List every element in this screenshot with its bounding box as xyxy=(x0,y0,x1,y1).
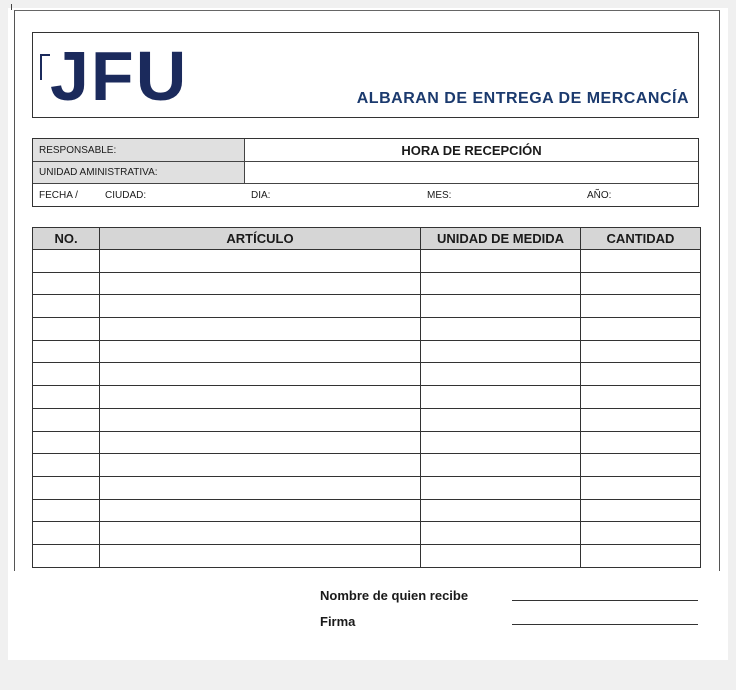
hora-recepcion-label: HORA DE RECEPCIÓN xyxy=(401,142,542,158)
firma-label: Firma xyxy=(320,614,356,629)
articulo-cell[interactable] xyxy=(100,431,421,454)
articulo-cell[interactable] xyxy=(100,499,421,522)
ciudad-label: CIUDAD: xyxy=(105,189,147,201)
row-responsable xyxy=(33,139,698,162)
articulo-cell[interactable] xyxy=(100,318,421,341)
cantidad-cell[interactable] xyxy=(581,318,701,341)
table-header-row xyxy=(33,228,701,250)
info-section xyxy=(32,138,699,207)
table-row xyxy=(33,318,701,341)
no-cell[interactable] xyxy=(33,499,100,522)
mes-label: MES: xyxy=(427,189,452,201)
col-cantidad: CANTIDAD xyxy=(581,228,701,250)
table-row xyxy=(33,499,701,522)
items-body xyxy=(33,250,701,568)
table-row xyxy=(33,272,701,295)
unidad-cell[interactable] xyxy=(421,454,581,477)
articulo-cell[interactable] xyxy=(100,386,421,409)
no-cell[interactable] xyxy=(33,340,100,363)
document-title: ALBARAN DE ENTREGA DE MERCANCÍA xyxy=(356,90,689,107)
logo-mark-icon xyxy=(40,54,50,80)
no-cell[interactable] xyxy=(33,295,100,318)
unidad-label: UNIDAD AMINISTRATIVA: xyxy=(33,162,245,183)
table-row xyxy=(33,386,701,409)
cantidad-cell[interactable] xyxy=(581,476,701,499)
unidad-cell[interactable] xyxy=(421,363,581,386)
col-no: NO. xyxy=(33,228,100,250)
no-cell[interactable] xyxy=(33,386,100,409)
cantidad-cell[interactable] xyxy=(581,295,701,318)
no-cell[interactable] xyxy=(33,476,100,499)
articulo-cell[interactable] xyxy=(100,522,421,545)
unidad-cell[interactable] xyxy=(421,250,581,273)
no-cell[interactable] xyxy=(33,272,100,295)
table-row xyxy=(33,544,701,567)
col-articulo: ARTÍCULO xyxy=(100,228,421,250)
unidad-cell[interactable] xyxy=(421,499,581,522)
no-cell[interactable] xyxy=(33,318,100,341)
cantidad-cell[interactable] xyxy=(581,522,701,545)
articulo-cell[interactable] xyxy=(100,250,421,273)
company-logo: JFU xyxy=(50,37,189,115)
articulo-cell[interactable] xyxy=(100,544,421,567)
articulo-cell[interactable] xyxy=(100,295,421,318)
unidad-cell[interactable] xyxy=(421,522,581,545)
no-cell[interactable] xyxy=(33,522,100,545)
unidad-cell[interactable] xyxy=(421,408,581,431)
unidad-cell[interactable] xyxy=(421,295,581,318)
col-unidad-medida: UNIDAD DE MEDIDA xyxy=(421,228,581,250)
table-row xyxy=(33,431,701,454)
unidad-cell[interactable] xyxy=(421,431,581,454)
cantidad-cell[interactable] xyxy=(581,363,701,386)
cantidad-cell[interactable] xyxy=(581,250,701,273)
cantidad-cell[interactable] xyxy=(581,499,701,522)
cantidad-cell[interactable] xyxy=(581,544,701,567)
cantidad-cell[interactable] xyxy=(581,408,701,431)
corner-mark xyxy=(11,4,16,10)
dia-label: DIA: xyxy=(251,189,271,201)
anio-label: AÑO: xyxy=(587,189,612,201)
table-row xyxy=(33,476,701,499)
articulo-cell[interactable] xyxy=(100,454,421,477)
articulo-cell[interactable] xyxy=(100,340,421,363)
no-cell[interactable] xyxy=(33,431,100,454)
cantidad-cell[interactable] xyxy=(581,340,701,363)
table-row xyxy=(33,363,701,386)
no-cell[interactable] xyxy=(33,544,100,567)
table-row xyxy=(33,408,701,431)
articulo-cell[interactable] xyxy=(100,476,421,499)
firma-signature-line[interactable] xyxy=(512,624,698,625)
recibe-signature-line[interactable] xyxy=(512,600,698,601)
row-fecha xyxy=(33,184,698,206)
table-row xyxy=(33,454,701,477)
table-row xyxy=(33,295,701,318)
fecha-label: FECHA / xyxy=(39,189,78,201)
recibe-label: Nombre de quien recibe xyxy=(320,588,469,603)
articulo-cell[interactable] xyxy=(100,363,421,386)
responsable-label: RESPONSABLE: xyxy=(33,139,245,161)
unidad-cell[interactable] xyxy=(421,476,581,499)
table-row xyxy=(33,250,701,273)
row-unidad xyxy=(33,162,698,184)
articulo-cell[interactable] xyxy=(100,272,421,295)
cantidad-cell[interactable] xyxy=(581,272,701,295)
table-row xyxy=(33,522,701,545)
unidad-cell[interactable] xyxy=(421,318,581,341)
items-table xyxy=(32,227,701,568)
table-row xyxy=(33,340,701,363)
no-cell[interactable] xyxy=(33,454,100,477)
no-cell[interactable] xyxy=(33,250,100,273)
cantidad-cell[interactable] xyxy=(581,454,701,477)
no-cell[interactable] xyxy=(33,363,100,386)
unidad-cell[interactable] xyxy=(421,386,581,409)
cantidad-cell[interactable] xyxy=(581,386,701,409)
no-cell[interactable] xyxy=(33,408,100,431)
cantidad-cell[interactable] xyxy=(581,431,701,454)
articulo-cell[interactable] xyxy=(100,408,421,431)
unidad-cell[interactable] xyxy=(421,272,581,295)
unidad-cell[interactable] xyxy=(421,544,581,567)
unidad-cell[interactable] xyxy=(421,340,581,363)
